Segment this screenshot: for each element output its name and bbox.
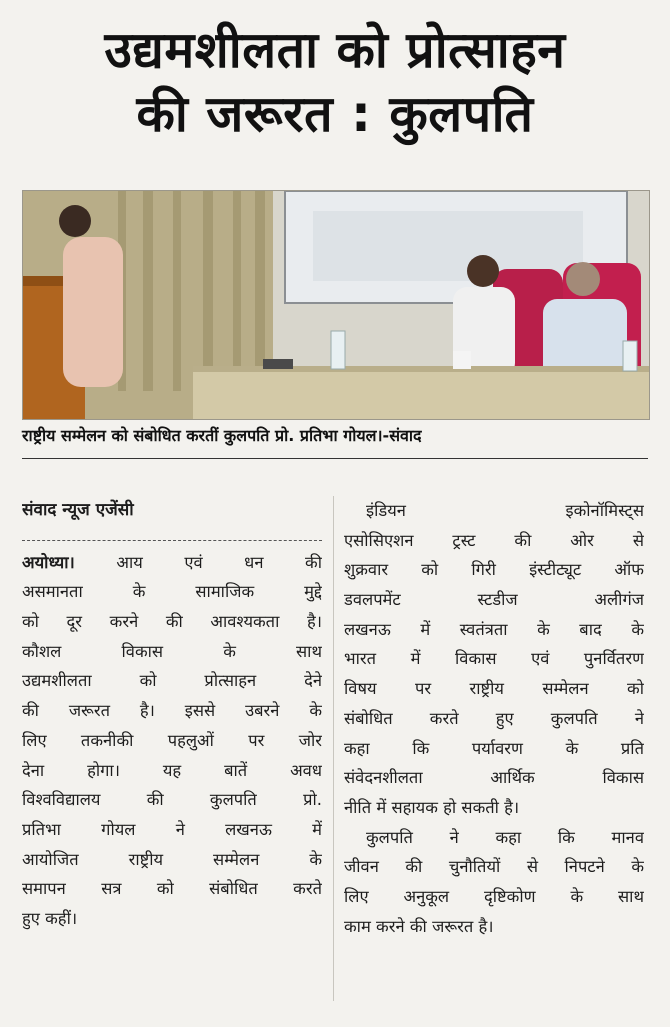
right-line-8: संबोधित करते हुए कुलपति ने — [344, 708, 644, 728]
left-line-10: आयोजित राष्ट्रीय सम्मेलन के — [22, 849, 322, 869]
left-line-2: को दूर करने की आवश्यकता है। — [22, 612, 322, 632]
headline-line-1: उद्यमशीलता को प्रोत्साहन — [104, 21, 566, 79]
right-line-2: एसोसिएशन ट्रस्ट की ओर से — [344, 530, 644, 550]
news-photo — [22, 190, 650, 420]
byline-dashed-rule — [22, 540, 322, 541]
right-line-7: विषय पर राष्ट्रीय सम्मेलन को — [344, 679, 644, 699]
left-line-8: विश्वविद्यालय की कुलपति प्रो. — [22, 790, 322, 810]
right-line-3: शुक्रवार को गिरी इंस्टीट्यूट ऑफ — [344, 560, 644, 580]
right-line-11: नीति में सहायक हो सकती है। — [344, 797, 520, 817]
left-line-3: कौशल विकास के साथ — [22, 641, 322, 661]
left-line-9: प्रतिभा गोयल ने लखनऊ में — [22, 819, 322, 839]
right-line-4: डवलपमेंट स्टडीज अलीगंज — [344, 590, 644, 610]
left-line-6: लिए तकनीकी पहलुओं पर जोर — [22, 730, 322, 750]
article-first-line — [22, 548, 322, 578]
left-line-11: समापन सत्र को संबोधित करते — [22, 879, 322, 899]
headline — [0, 18, 670, 146]
photo-caption: राष्ट्रीय सम्मेलन को संबोधित करतीं कुलपति प्रो. प्रतिभा गोयल।-संवाद — [22, 426, 422, 445]
byline-spacer — [22, 526, 322, 548]
right-line-1: इंडियन इकोनॉमिस्ट्स — [366, 501, 644, 520]
left-line-7: देना होगा। यह बातें अवध — [22, 760, 322, 780]
right-line-14: लिए अनुकूल दृष्टिकोण के साथ — [344, 886, 644, 906]
dateline: अयोध्या। — [22, 552, 75, 572]
left-line-5: की जरूरत है। इससे उबरने के — [22, 701, 322, 721]
left-line-1: असमानता के सामाजिक मुद्दे — [22, 582, 322, 602]
right-line-9: कहा कि पर्यावरण के प्रति — [344, 738, 644, 758]
right-column — [344, 496, 644, 941]
right-line-15: काम करने की जरूरत है। — [344, 916, 494, 936]
agency-byline: संवाद न्यूज एजेंसी — [22, 500, 134, 520]
conference-photo-illustration — [23, 191, 649, 419]
right-line-12: कुलपति ने कहा कि मानव — [366, 827, 644, 847]
column-divider — [333, 496, 334, 1001]
left-line-12: हुए कहीं। — [22, 908, 78, 928]
right-line-10: संवेदनशीलता आर्थिक विकास — [344, 768, 644, 788]
right-line-5: लखनऊ में स्वतंत्रता के बाद के — [344, 619, 644, 639]
right-line-6: भारत में विकास एवं पुनर्वितरण — [344, 649, 644, 669]
right-line-13: जीवन की चुनौतियों से निपटने के — [344, 857, 644, 877]
left-line-4: उद्यमशीलता को प्रोत्साहन देने — [22, 671, 322, 691]
left-column — [22, 496, 322, 934]
caption-rule — [22, 458, 648, 459]
headline-line-2: की जरूरत : कुलपति — [136, 85, 534, 143]
first-line-text: आय एवं धन की — [116, 552, 322, 572]
